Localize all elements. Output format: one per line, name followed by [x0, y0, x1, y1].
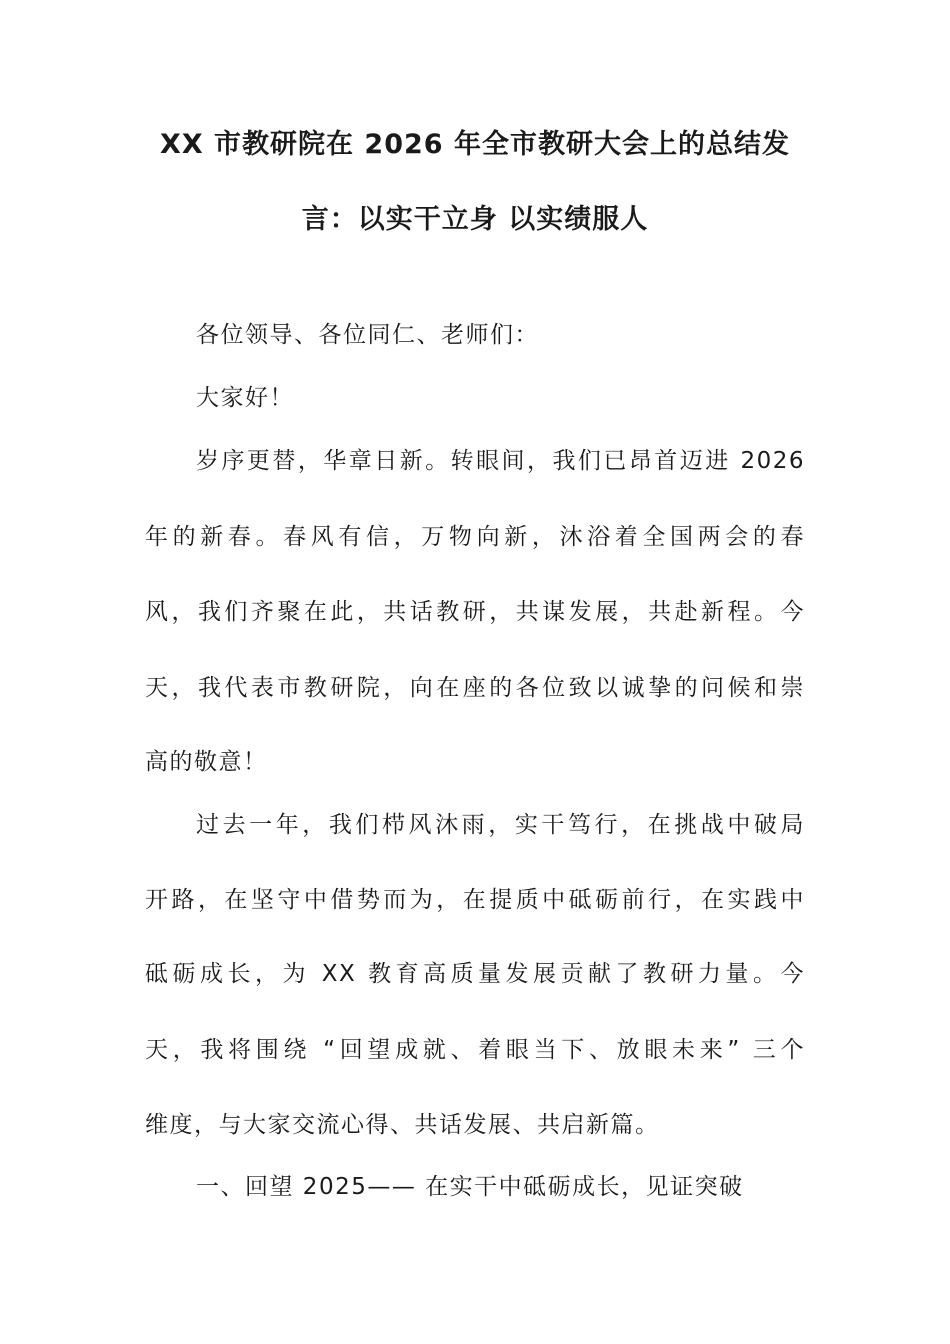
- paragraph-1-line: 岁序更替，华章日新。转眼间，我们已昂首迈进 2026: [196, 448, 805, 474]
- paragraph-2-line: 天，我将围绕 “回望成就、着眼当下、放眼未来” 三个: [145, 1037, 805, 1063]
- paragraph-1-line: 年的新春。春风有信，万物向新，沐浴着全国两会的春: [145, 524, 805, 550]
- paragraph-2-line: 过去一年，我们栉风沐雨，实干笃行，在挑战中破局: [196, 812, 805, 838]
- greeting: 各位领导、各位同仁、老师们：: [196, 322, 539, 348]
- section-1-heading: 一、回望 2025—— 在实干中砥砺成长，见证突破: [196, 1174, 744, 1200]
- title-line-1: XX 市教研院在 2026 年全市教研大会上的总结发: [160, 129, 790, 160]
- paragraph-2-line: 维度，与大家交流心得、共话发展、共启新篇。: [145, 1112, 660, 1138]
- paragraph-1-line: 风，我们齐聚在此，共话教研，共谋发展，共赴新程。今: [145, 599, 805, 625]
- paragraph-1-line: 高的敬意！: [145, 749, 268, 775]
- title-line-2: 言：以实干立身 以实绩服人: [301, 204, 649, 235]
- paragraph-2-line: 砥砺成长，为 XX 教育高质量发展贡献了教研力量。今: [145, 961, 805, 987]
- hello-line: 大家好！: [196, 385, 294, 411]
- paragraph-1-line: 天，我代表市教研院，向在座的各位致以诚挚的问候和崇: [145, 675, 805, 701]
- paragraph-2-line: 开路，在坚守中借势而为，在提质中砥砺前行，在实践中: [145, 887, 805, 913]
